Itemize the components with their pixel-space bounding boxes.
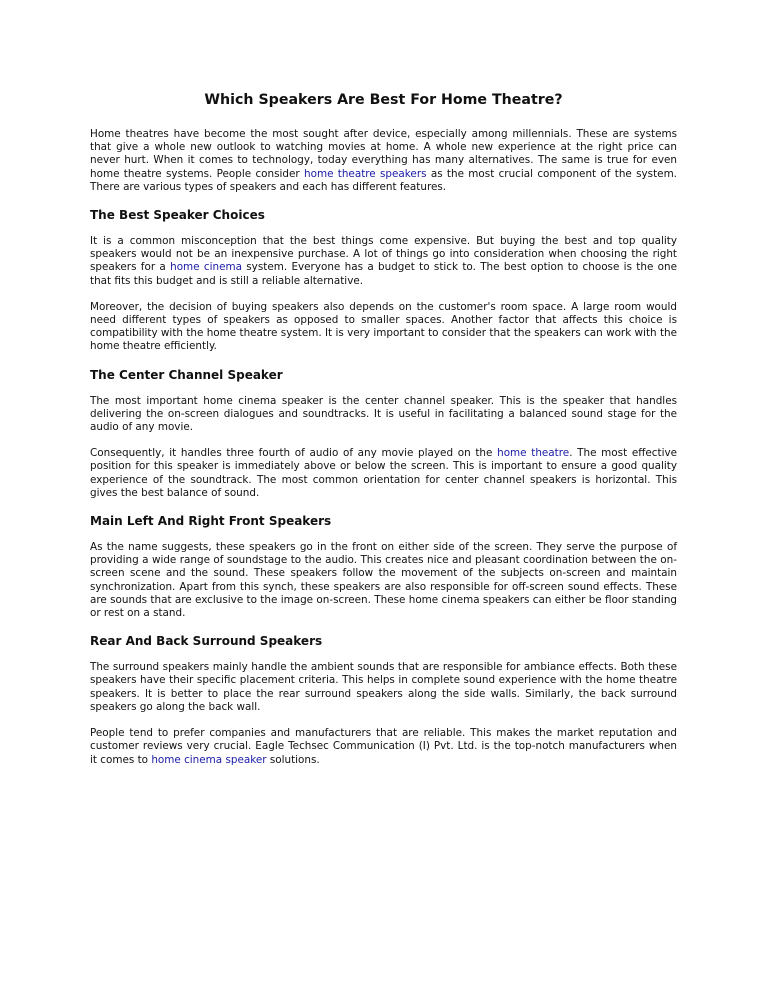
home-theatre-speakers-link[interactable]: home theatre speakers [304, 167, 427, 180]
center-channel-paragraph-2 [90, 447, 677, 500]
home-theatre-link[interactable]: home theatre [497, 447, 570, 460]
front-speakers-paragraph: As the name suggests, these speakers go in the front on either side of the screen. They serve the purpose of providing a wide range of soundstage to the audio. This creates nice and pleasant coordination between the on-screen scene and the sound. These speakers follow the movement of the subjects on-screen and maintain synchronization. Apart from this synch, these speakers are also responsible for off-screen sound effects. These are sounds that are exclusive to the image on-screen. These home cinema speakers can either be floor standing or rest on a stand. [90, 541, 677, 620]
surround-speakers-paragraph-2 [90, 727, 677, 767]
best-choices-text-end: system. Everyone has a budget to stick to. The best option to choose is the one that fits this budget and is still a reliable alternative. [90, 261, 677, 287]
section-heading-surround-speakers: Rear And Back Surround Speakers [90, 634, 323, 649]
page-title: Which Speakers Are Best For Home Theatre? [204, 92, 563, 108]
surround-text-start: People tend to prefer companies and manufacturers that are reliable. This makes the market reputation and customer reviews very crucial. Eagle Techsec Communication (I) Pvt. Ltd. is the top-notch manufacturers when it comes to [90, 727, 677, 766]
intro-paragraph [90, 128, 677, 194]
best-choices-paragraph-1 [90, 235, 677, 288]
surround-speakers-paragraph-1: The surround speakers mainly handle the ambient sounds that are responsible for ambiance effects. Both these speakers have their specific placement criteria. This helps in complete sound experience with the home theatre speakers. It is better to place the rear surround speakers along the side walls. Similarly, the back surround speakers go along the back wall. [90, 661, 677, 713]
best-choices-text-start: It is a common misconception that the best things come expensive. But buying the best and top quality speakers would not be an inexpensive purchase. A lot of things go into consideration when choosing the right speakers for a [90, 235, 677, 274]
home-cinema-speaker-link[interactable]: home cinema speaker [151, 753, 267, 766]
document-page [90, 90, 677, 780]
center-channel-paragraph-1: The most important home cinema speaker is the center channel speaker. This is the speaker that handles delivering the on-screen dialogues and soundtracks. It is useful in facilitating a balanced sound stage for the audio of any movie. [90, 394, 677, 434]
home-cinema-link[interactable]: home cinema [170, 261, 242, 274]
section-heading-front-speakers: Main Left And Right Front Speakers [90, 514, 332, 529]
section-heading-center-channel: The Center Channel Speaker [90, 367, 283, 382]
intro-text-end: as the most crucial component of the system. There are various types of speakers and each has different features. [90, 167, 677, 193]
intro-text-start: Home theatres have become the most sought after device, especially among millennials. These are systems that give a whole new outlook to watching movies at home. A whole new experience at the right price can never hurt. When it comes to technology, today everything has many alternatives. The same is true for even home theatre systems. People consider [90, 128, 677, 180]
section-heading-best-speaker-choices: The Best Speaker Choices [90, 208, 265, 223]
center-channel-text-end: . The most effective position for this speaker is immediately above or below the screen. This is important to ensure a good quality experience of the soundtrack. The most common orientation for center channel speakers is horizontal. This gives the best balance of sound. [90, 447, 677, 499]
surround-text-end: solutions. [266, 753, 320, 766]
center-channel-text-start: Consequently, it handles three fourth of audio of any movie played on the [90, 447, 498, 460]
best-choices-paragraph-2: Moreover, the decision of buying speakers also depends on the customer's room space. A large room would need different types of speakers as opposed to smaller spaces. Another factor that affects this choice is compatibility with the home theatre system. It is very important to consider that the speakers can work with the home theatre efficiently. [90, 300, 677, 353]
